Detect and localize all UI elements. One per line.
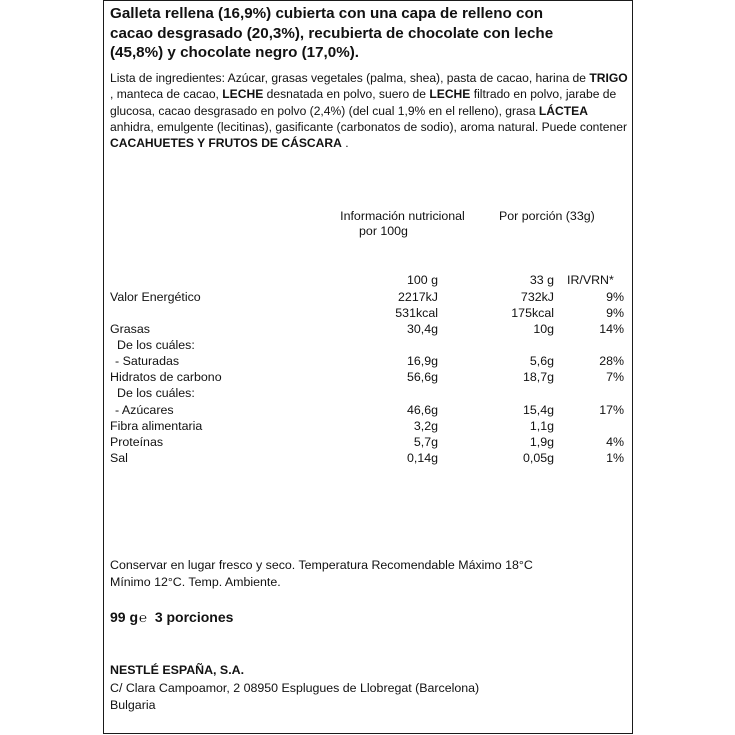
portions-count: 3 porciones [154, 609, 234, 625]
row-ir: 7% [606, 370, 624, 384]
header-per-100g [330, 209, 475, 239]
header-per-100g-line2: por 100g [359, 224, 408, 238]
company-address: C/ Clara Campoamor, 2 08950 Esplugues de Llobregat (Barcelona) [110, 681, 480, 695]
allergen-dairy: LÁCTEA [538, 103, 588, 118]
row-portion: 732kJ [520, 290, 554, 304]
allergen-milk: LECHE [429, 87, 471, 102]
header-per-100g-line1: Información nutricional [340, 209, 465, 223]
country-of-origin: Bulgaria [110, 698, 156, 712]
row-portion: 10g [533, 322, 554, 336]
row-label: Proteínas [110, 435, 164, 449]
row-portion: 1,1g [529, 419, 554, 433]
row-per100: 0,14g [406, 451, 438, 465]
row-label: - Saturadas [115, 354, 180, 368]
ingredients-text: , manteca de cacao, [110, 87, 223, 102]
row-portion: 0,05g [522, 451, 554, 465]
ingredients-text: desnatada en polvo, suero de [263, 87, 430, 102]
row-label: Fibra alimentaria [110, 419, 203, 433]
row-portion: 5,6g [529, 354, 554, 368]
row-portion: 18,7g [522, 370, 554, 384]
row-label: - Azúcares [115, 403, 174, 417]
subheader-ir: IR/VRN* [567, 273, 614, 287]
row-portion: 175kcal [511, 306, 554, 320]
allergen-wheat: TRIGO [589, 71, 628, 85]
row-per100: 30,4g [406, 322, 438, 336]
row-per100: 46,6g [406, 403, 438, 417]
row-label: De los cuáles: [117, 386, 195, 400]
ingredients-text: . [341, 136, 349, 151]
row-ir: 4% [606, 435, 624, 449]
row-ir: 9% [606, 306, 624, 320]
row-per100: 2217kJ [398, 290, 438, 304]
ingredients-text: filtrado en polvo, jarabe de glucosa, cacao desgrasado en polvo (2,4%) (del cual 1,9% en el relleno), grasa [110, 87, 617, 118]
title-line: (45,8%) y chocolate negro (17,0%). [110, 44, 359, 61]
row-label: Hidratos de carbono [110, 370, 222, 384]
subheader-33g: 33 g [529, 273, 554, 287]
estimated-sign-icon: ℮ [139, 610, 147, 625]
row-per100: 531kcal [395, 306, 438, 320]
company-name: NESTLÉ ESPAÑA, S.A. [110, 663, 245, 677]
row-ir: 28% [599, 354, 624, 368]
header-per-portion: Por porción (33g) [499, 209, 595, 223]
row-per100: 5,7g [413, 435, 438, 449]
product-title [110, 4, 630, 63]
ingredients-text: anhidra, emulgente (lecitinas), gasificante (carbonatos de sodio), aroma natural. Puede contener [110, 119, 627, 134]
row-per100: 16,9g [406, 354, 438, 368]
allergen-milk: LECHE [222, 87, 264, 102]
row-label: Grasas [110, 322, 150, 336]
title-line: Galleta rellena (16,9%) cubierta con una capa de relleno con [110, 5, 543, 22]
row-ir: 9% [606, 290, 624, 304]
row-ir: 17% [599, 403, 624, 417]
ingredients-list [110, 70, 630, 151]
allergen-nuts: CACAHUETES Y FRUTOS DE CÁSCARA [110, 136, 342, 151]
row-per100: 3,2g [413, 419, 438, 433]
title-line: cacao desgrasado (20,3%), recubierta de chocolate con leche [110, 24, 554, 42]
storage-line-2: Mínimo 12°C. Temp. Ambiente. [110, 575, 281, 589]
row-portion: 15,4g [522, 403, 554, 417]
ingredients-text: Lista de ingredientes: Azúcar, grasas vegetales (palma, shea), pasta de cacao, harina de [110, 71, 590, 85]
row-ir: 1% [606, 451, 624, 465]
row-label: De los cuáles: [117, 338, 195, 352]
row-label: Sal [110, 451, 128, 465]
row-ir: 14% [599, 322, 624, 336]
storage-line-1: Conservar en lugar fresco y seco. Temperatura Recomendable Máximo 18°C [110, 558, 533, 572]
row-portion: 1,9g [529, 435, 554, 449]
row-per100: 56,6g [406, 370, 438, 384]
row-label: Valor Energético [110, 290, 201, 304]
weight-value: 99 g [110, 609, 139, 625]
net-weight [110, 609, 233, 625]
subheader-100g: 100 g [406, 273, 438, 287]
